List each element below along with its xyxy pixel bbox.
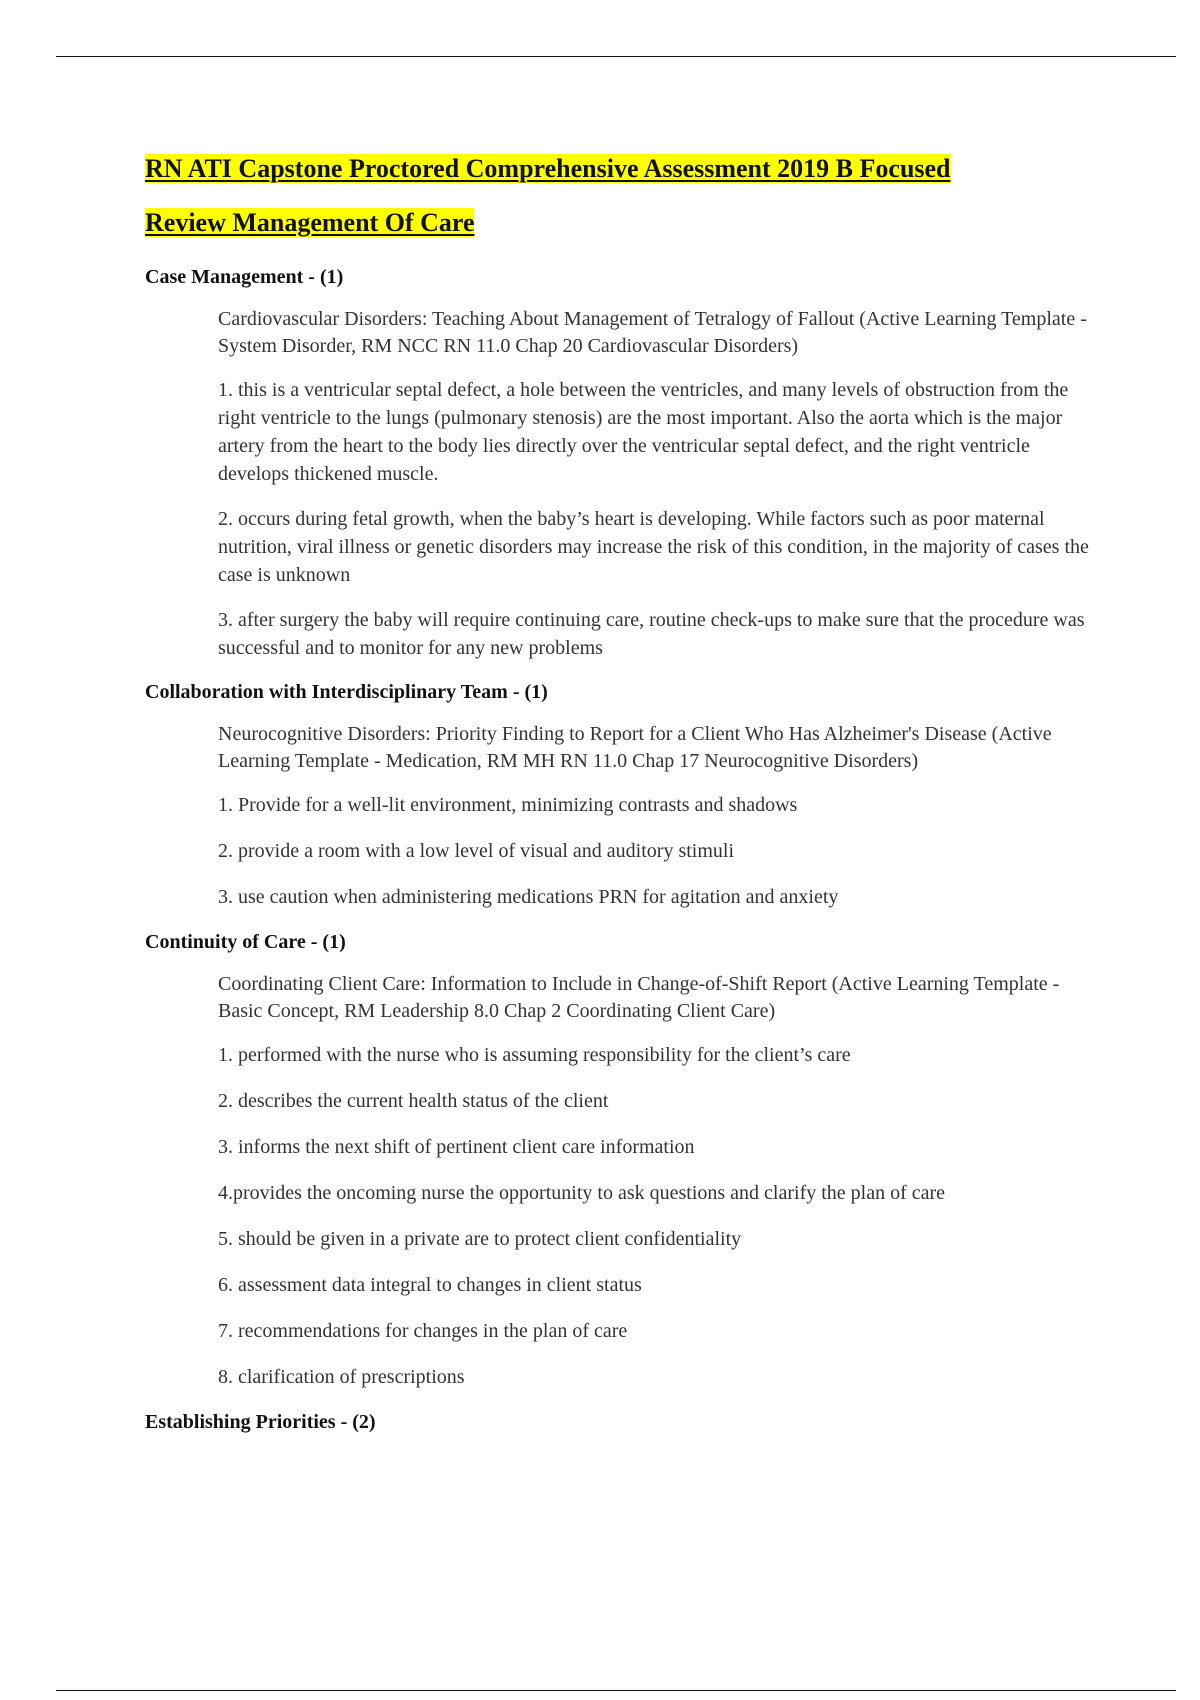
top-rule	[56, 56, 1176, 57]
list-item: 1. performed with the nurse who is assuming responsibility for the client’s care	[218, 1044, 851, 1066]
list-item: 3. after surgery the baby will require continuing care, routine check-ups to make sure that the procedure was successful and to monitor for any new problems	[218, 609, 1085, 659]
list-item: 3. use caution when administering medications PRN for agitation and anxiety	[218, 886, 839, 908]
section-case-management	[145, 264, 1095, 662]
bottom-rule	[56, 1690, 1176, 1691]
document-body	[145, 142, 1095, 1451]
list-item: 4.provides the oncoming nurse the opportunity to ask questions and clarify the plan of care	[218, 1182, 946, 1204]
section-subtitle: Neurocognitive Disorders: Priority Finding to Report for a Client Who Has Alzheimer's Disease (Active Learning Template - Medication, RM MH RN 11.0 Chap 17 Neurocognitive Disorders)	[218, 723, 1052, 772]
list-item: 3. informs the next shift of pertinent client care information	[218, 1136, 695, 1158]
section-subtitle: Coordinating Client Care: Information to Include in Change-of-Shift Report (Active Learning Template - Basic Concept, RM Leadership 8.0 Chap 2 Coordinating Client Care)	[218, 973, 1060, 1022]
list-item: 2. describes the current health status of the client	[218, 1090, 609, 1112]
list-item: 6. assessment data integral to changes in client status	[218, 1274, 642, 1296]
section-heading: Collaboration with Interdisciplinary Team - (1)	[145, 681, 548, 703]
section-subtitle: Cardiovascular Disorders: Teaching About Management of Tetralogy of Fallout (Active Learning Template - System Disorder, RM NCC RN 11.0 Chap 20 Cardiovascular Disorders)	[218, 308, 1087, 357]
section-heading: Continuity of Care - (1)	[145, 931, 346, 953]
title-line-2: Review Management Of Care	[145, 208, 475, 237]
list-item: 2. occurs during fetal growth, when the baby’s heart is developing. While factors such as poor maternal nutrition, viral illness or genetic disorders may increase the risk of this condition, in the majority of cases the case is unknown	[218, 508, 1089, 586]
title-line-1: RN ATI Capstone Proctored Comprehensive Assessment 2019 B Focused	[145, 154, 951, 183]
section-heading: Case Management - (1)	[145, 266, 344, 288]
document-title	[145, 142, 1095, 250]
section-establishing-priorities	[145, 1409, 1095, 1435]
section-continuity-of-care	[145, 929, 1095, 1391]
list-item: 7. recommendations for changes in the plan of care	[218, 1320, 628, 1342]
list-item: 1. Provide for a well-lit environment, minimizing contrasts and shadows	[218, 794, 798, 816]
list-item: 8. clarification of prescriptions	[218, 1366, 465, 1388]
section-heading: Establishing Priorities - (2)	[145, 1411, 376, 1433]
list-item: 2. provide a room with a low level of visual and auditory stimuli	[218, 840, 735, 862]
section-collaboration	[145, 679, 1095, 911]
list-item: 5. should be given in a private are to protect client confidentiality	[218, 1228, 742, 1250]
list-item: 1. this is a ventricular septal defect, a hole between the ventricles, and many levels of obstruction from the right ventricle to the lungs (pulmonary stenosis) are the most important. Also the aorta which is the major artery from the heart to the body lies directly over the ventricular septal defect, and the right ventricle develops thickened muscle.	[218, 379, 1069, 485]
